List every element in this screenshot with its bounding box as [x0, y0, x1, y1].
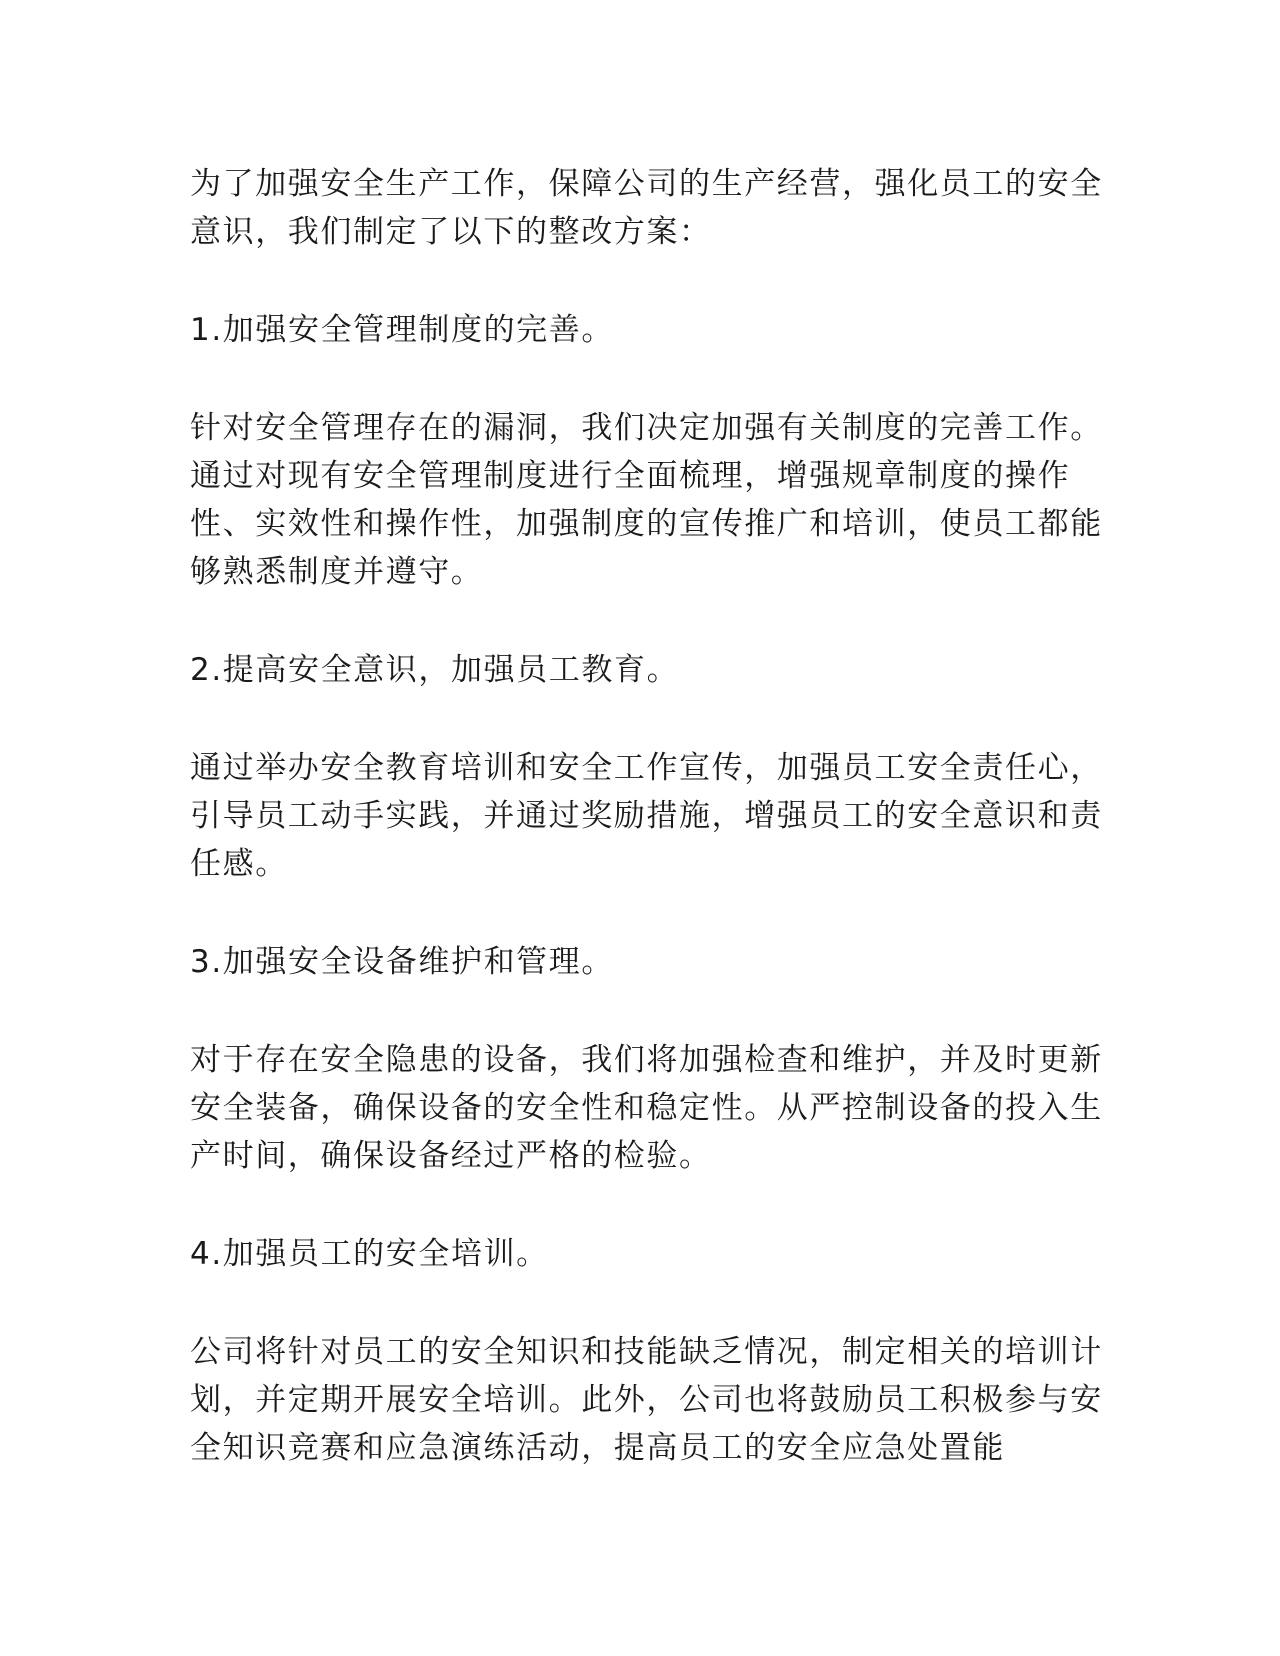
section-3-heading: 3.加强安全设备维护和管理。 — [190, 944, 614, 980]
section-1-body: 针对安全管理存在的漏洞，我们决定加强有关制度的完善工作。通过对现有安全管理制度进行全面梳理，增强规章制度的操作性、实效性和操作性，加强制度的宣传推广和培训，使员工都能够熟悉制度并遵守。 — [190, 410, 1103, 590]
intro-paragraph: 为了加强安全生产工作，保障公司的生产经营，强化员工的安全意识，我们制定了以下的整改方案： — [190, 166, 1103, 250]
section-1-heading: 1.加强安全管理制度的完善。 — [190, 312, 614, 348]
section-4-heading: 4.加强员工的安全培训。 — [190, 1236, 549, 1272]
section-3-body: 对于存在安全隐患的设备，我们将加强检查和维护，并及时更新安全装备，确保设备的安全性和稳定性。从严控制设备的投入生产时间，确保设备经过严格的检验。 — [190, 1042, 1103, 1174]
section-4-body: 公司将针对员工的安全知识和技能缺乏情况，制定相关的培训计划，并定期开展安全培训。此外，公司也将鼓励员工积极参与安全知识竞赛和应急演练活动，提高员工的安全应急处置能 — [190, 1334, 1103, 1466]
section-2-body: 通过举办安全教育培训和安全工作宣传，加强员工安全责任心，引导员工动手实践，并通过奖励措施，增强员工的安全意识和责任感。 — [190, 750, 1103, 882]
document-page — [190, 160, 1120, 1522]
section-2-heading: 2.提高安全意识，加强员工教育。 — [190, 652, 680, 688]
